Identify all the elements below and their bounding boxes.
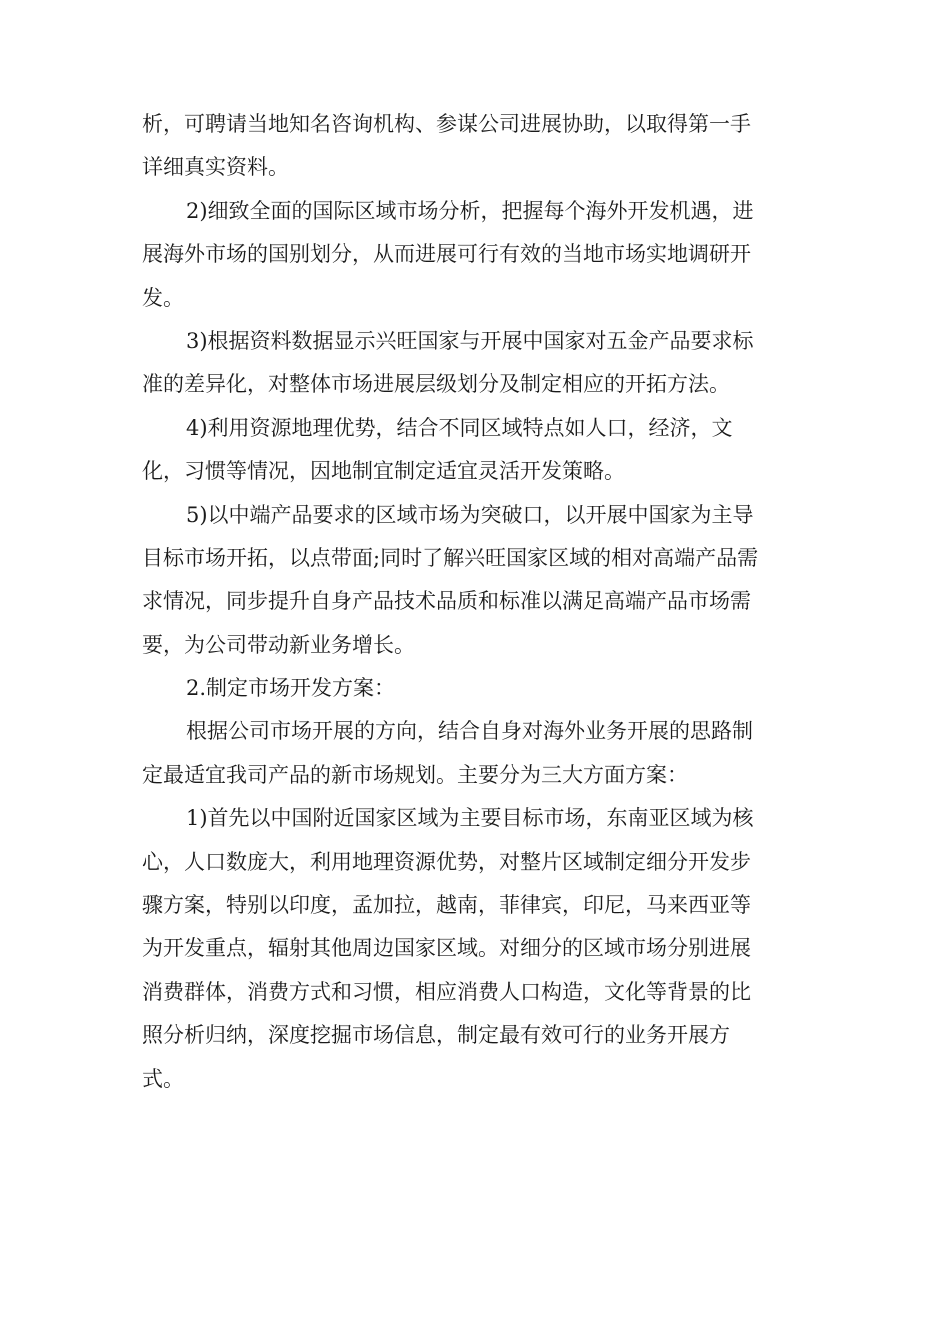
text-line: 心，人口数庞大，利用地理资源优势，对整片区域制定细分开发步 <box>142 849 751 874</box>
text-line: 消费群体，消费方式和习惯，相应消费人口构造，文化等背景的比 <box>142 979 751 1004</box>
text-line: 2)细致全面的国际区域市场分析，把握每个海外开发机遇，进 <box>186 198 754 223</box>
body-text <box>142 103 808 1101</box>
text-line: 根据公司市场开展的方向，结合自身对海外业务开展的思路制 <box>186 719 753 744</box>
text-line: 照分析归纳，深度挖掘市场信息，制定最有效可行的业务开展方 <box>142 1023 730 1048</box>
text-line: 发。 <box>142 285 184 310</box>
text-line: 析，可聘请当地知名咨询机构、参谋公司进展协助，以取得第一手 <box>142 112 751 136</box>
text-line: 要，为公司带动新业务增长。 <box>142 632 415 657</box>
text-line: 定最适宜我司产品的新市场规划。主要分为三大方面方案： <box>142 762 688 787</box>
text-line: 详细真实资料。 <box>142 155 289 180</box>
text-line: 求情况，同步提升自身产品技术品质和标准以满足高端产品市场需 <box>142 589 751 614</box>
text-line: 骤方案，特别以印度，孟加拉，越南，菲律宾，印尼，马来西亚等 <box>142 893 751 918</box>
text-line: 4)利用资源地理优势，结合不同区域特点如人口，经济，文 <box>186 415 733 440</box>
text-line: 5)以中端产品要求的区域市场为突破口，以开展中国家为主导 <box>186 502 754 527</box>
text-line: 式。 <box>142 1066 184 1091</box>
section-heading: 2.制定市场开发方案： <box>186 676 396 701</box>
text-line: 准的差异化，对整体市场进展层级划分及制定相应的开拓方法。 <box>142 372 730 397</box>
text-line: 展海外市场的国别划分，从而进展可行有效的当地市场实地调研开 <box>142 242 751 267</box>
text-line: 化，习惯等情况，因地制宜制定适宜灵活开发策略。 <box>142 459 625 484</box>
text-line: 1)首先以中国附近国家区域为主要目标市场，东南亚区域为核 <box>186 806 754 831</box>
text-line: 为开发重点，辐射其他周边国家区域。对细分的区域市场分别进展 <box>142 936 751 961</box>
text-line: 3)根据资料数据显示兴旺国家与开展中国家对五金产品要求标 <box>186 328 754 353</box>
text-line: 目标市场开拓，以点带面;同时了解兴旺国家区域的相对高端产品需 <box>142 545 759 570</box>
